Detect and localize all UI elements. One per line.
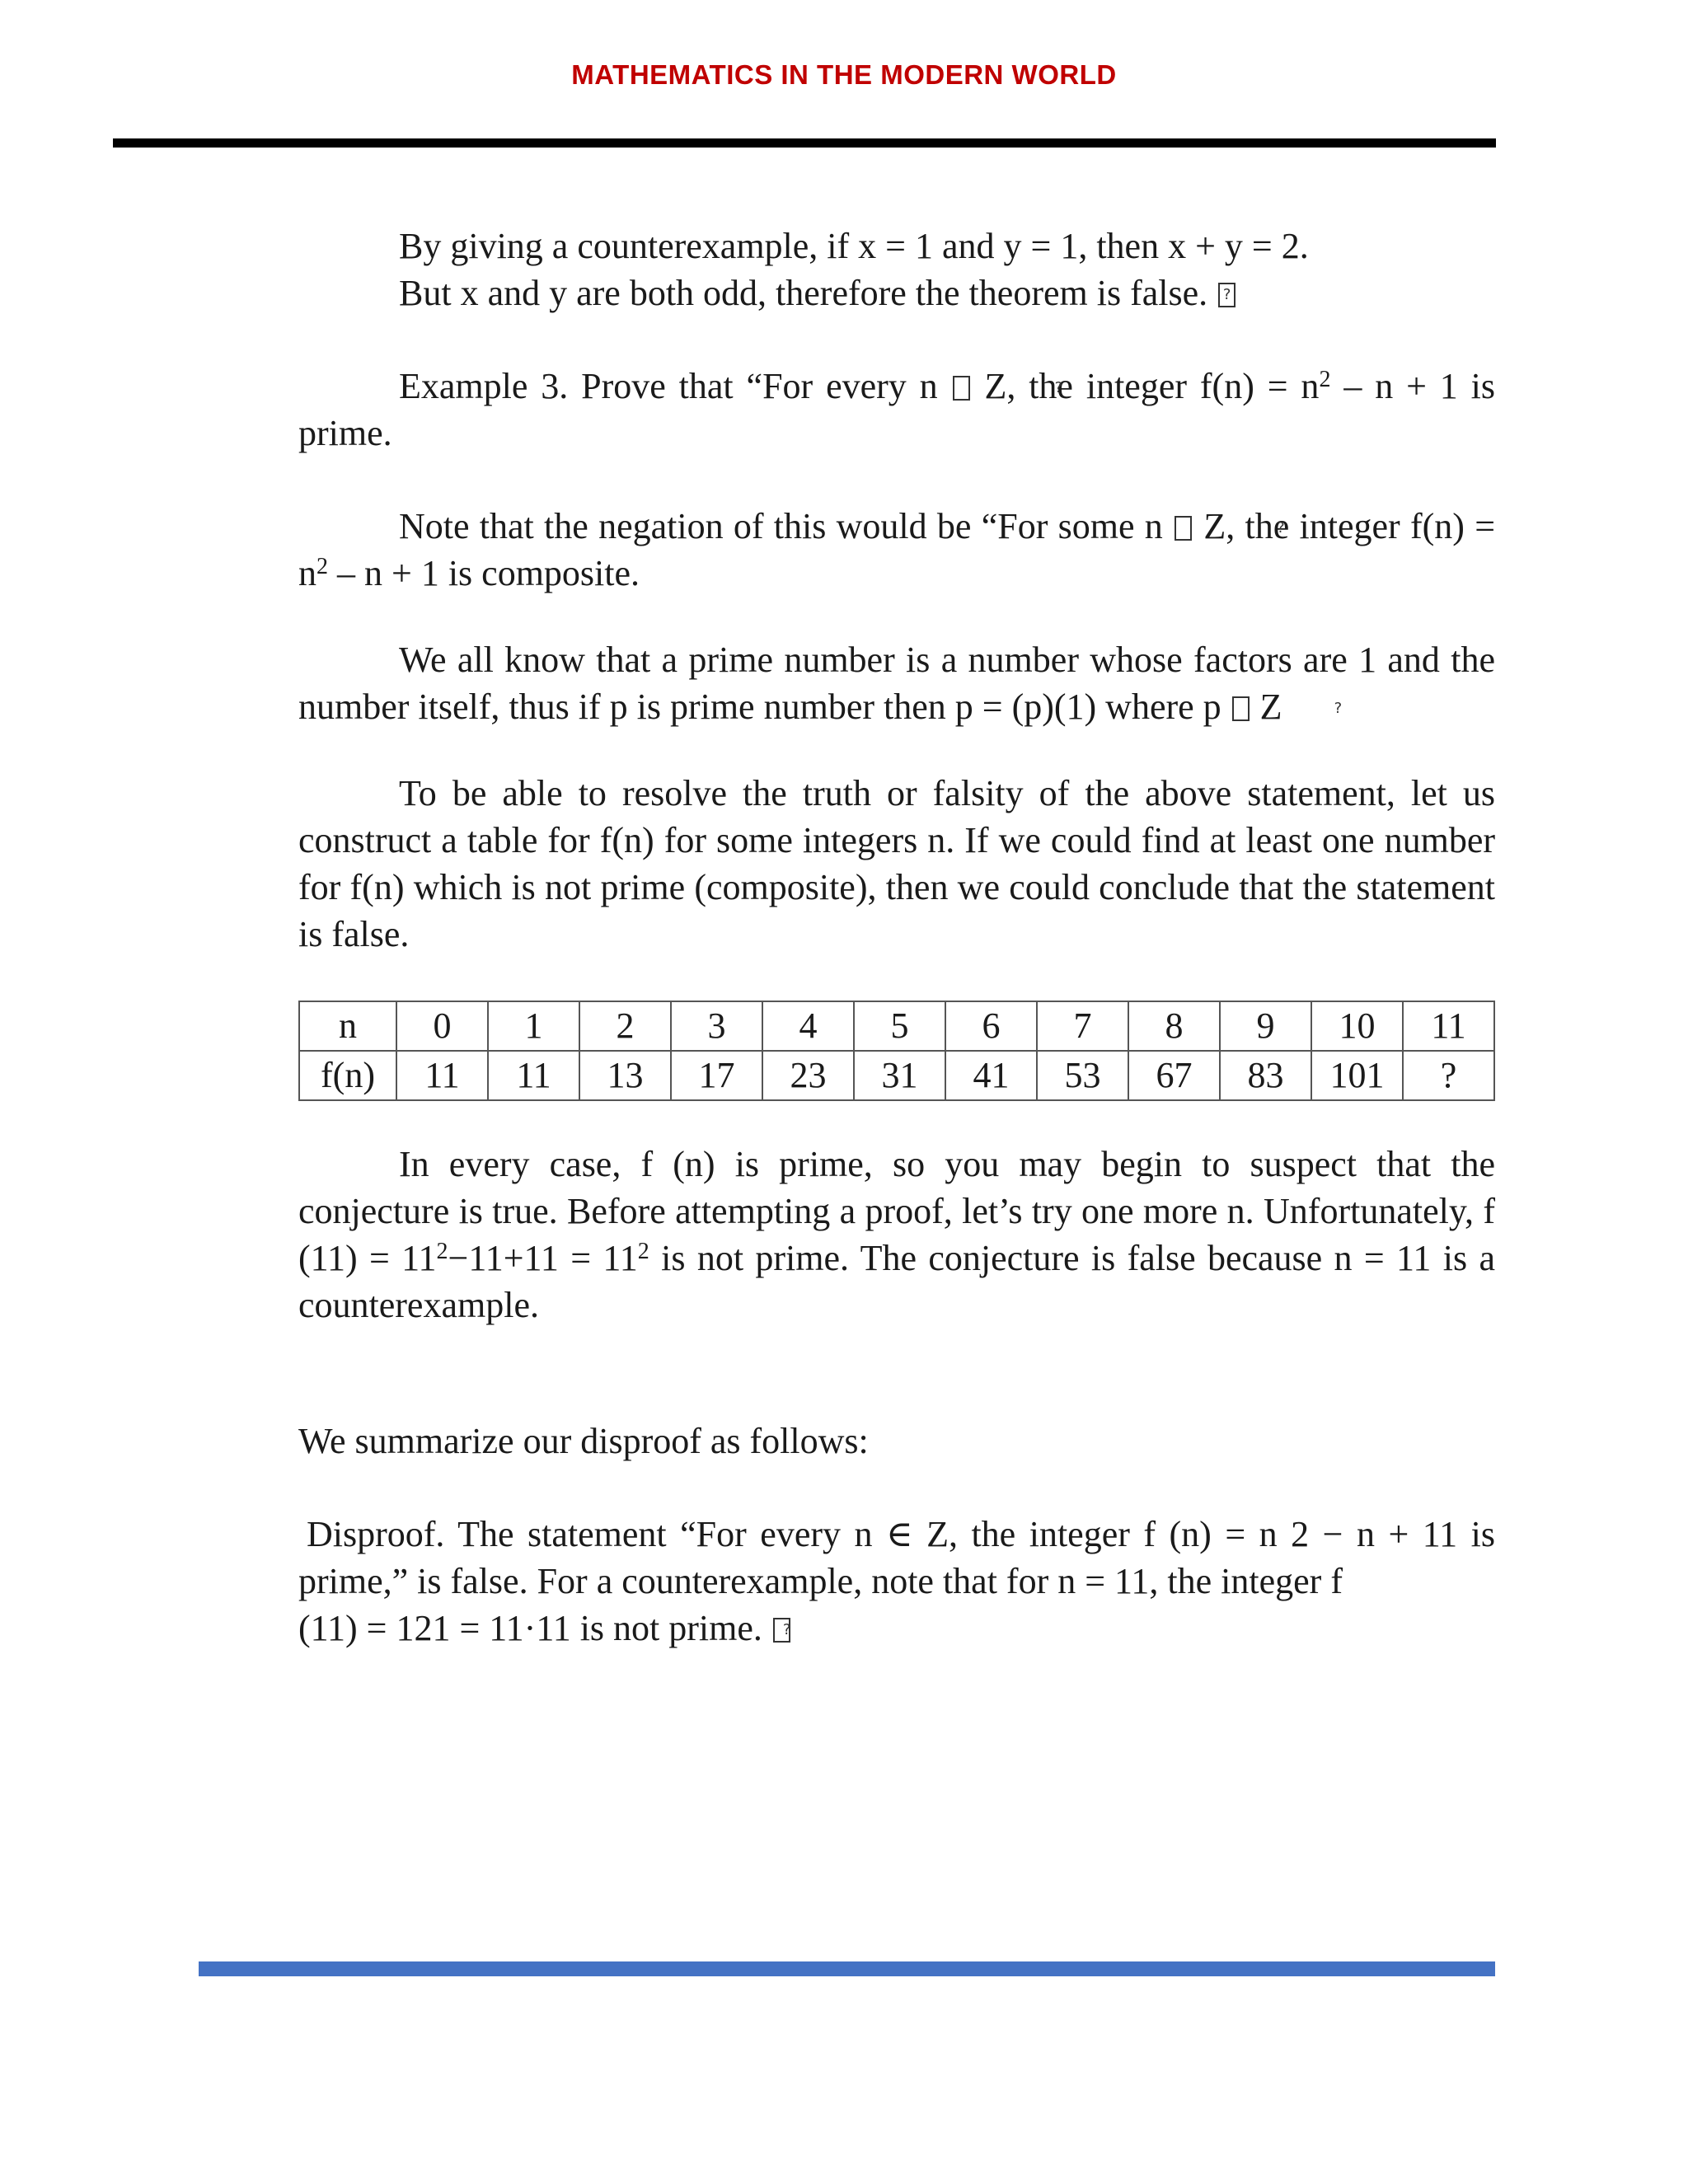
table-cell: 23 [762, 1051, 854, 1100]
exponent: 2 [316, 554, 328, 579]
table-cell: 53 [1037, 1051, 1128, 1100]
table-cell: 31 [854, 1051, 945, 1100]
missing-glyph-box-icon [773, 1618, 790, 1643]
table-cell: 11 [396, 1051, 488, 1100]
table-cell: 17 [671, 1051, 762, 1100]
resolve-paragraph: To be able to resolve the truth or falsity of the above statement, let us construct a table for f(n) for some integers n. If we could find at least one number for f(n) which is not prime (composite), then we could conclude that the statement is false. [298, 773, 1495, 954]
every-case-text-end: is not prime. The conjecture is false because n = 11 is a counterexample. [298, 1238, 1495, 1325]
document-body [298, 223, 1495, 1652]
every-case-text-start: In every case, f (n) is prime, so you may begin to suspect that the conjecture is true. Before attempting a proof, let’s try one more n. Unfortunately, f (11) = 11 [298, 1144, 1495, 1278]
table-cell: 67 [1128, 1051, 1220, 1100]
table-cell: 7 [1037, 1001, 1128, 1051]
table-row-n [299, 1001, 1494, 1051]
example-3-text-end: – n + 1 is prime. [298, 366, 1496, 453]
table-cell: 6 [945, 1001, 1037, 1051]
table-cell: ? [1403, 1051, 1494, 1100]
footer-rule [199, 1961, 1495, 1976]
header-rule [113, 138, 1496, 148]
missing-glyph-box-icon [1218, 283, 1236, 307]
missing-glyph-box-icon [953, 376, 970, 401]
table-cell: 3 [671, 1001, 762, 1051]
table-cell: 11 [488, 1051, 579, 1100]
disproof-text: Disproof. The statement “For every n ∈ Z, the integer f (n) = n 2 − n + 11 is prime,” is false. For a counterexample, note that for n = 11, the integer f [298, 1514, 1495, 1601]
table-cell: 9 [1220, 1001, 1311, 1051]
table-row-label: n [299, 1001, 396, 1051]
table-cell: 8 [1128, 1001, 1220, 1051]
table-cell: 13 [579, 1051, 671, 1100]
disproof-paragraph [298, 1511, 1495, 1652]
table-cell: 10 [1311, 1001, 1403, 1051]
page-header-title: MATHEMATICS IN THE MODERN WORLD [571, 59, 1117, 90]
every-case-text-mid: −11+11 = 11 [448, 1238, 638, 1278]
negation-text-end: – n + 1 is composite. [328, 553, 640, 593]
table-row-fn [299, 1051, 1494, 1100]
table-cell: 4 [762, 1001, 854, 1051]
exponent: 2 [1319, 367, 1331, 392]
exponent: 2 [637, 1239, 649, 1264]
prime-definition-text: We all know that a prime number is a number whose factors are 1 and the number itself, thus if p is prime number then p = (p)(1) where p [298, 640, 1495, 727]
counterexample-line-1: By giving a counterexample, if x = 1 and y = 1, then x + y = 2. [399, 226, 1309, 266]
table-cell: 2 [579, 1001, 671, 1051]
negation-paragraph [298, 503, 1495, 597]
counterexample-line-2: But x and y are both odd, therefore the theorem is false. [399, 273, 1208, 313]
table-cell: 101 [1311, 1051, 1403, 1100]
example-3-paragraph [298, 363, 1495, 457]
table-cell: 83 [1220, 1051, 1311, 1100]
prime-definition-text-end: Z [1259, 687, 1282, 727]
negation-text-mid: Z, the integer f(n) = n [298, 506, 1496, 593]
table-cell: 1 [488, 1001, 579, 1051]
table-cell: 41 [945, 1051, 1037, 1100]
example-3-text-start: Example 3. Prove that “For every n [399, 366, 938, 406]
example-3-text-mid: Z, the integer f(n) = n [984, 366, 1320, 406]
disproof-last-line: (11) = 121 = 11·11 is not prime. [298, 1608, 762, 1648]
fn-values-table [298, 1001, 1495, 1101]
table-cell: 0 [396, 1001, 488, 1051]
counterexample-paragraph [298, 223, 1495, 316]
every-case-paragraph [298, 1141, 1495, 1329]
missing-glyph-box-icon [1232, 696, 1250, 721]
exponent: 2 [436, 1239, 448, 1264]
table-row-label: f(n) [299, 1051, 396, 1100]
summary-intro: We summarize our disproof as follows: [298, 1421, 869, 1461]
table-cell: 11 [1403, 1001, 1494, 1051]
missing-glyph-box-icon [1175, 516, 1192, 541]
table-cell: 5 [854, 1001, 945, 1051]
negation-text-start: Note that the negation of this would be “For some n [399, 506, 1163, 546]
prime-definition-paragraph [298, 636, 1495, 730]
